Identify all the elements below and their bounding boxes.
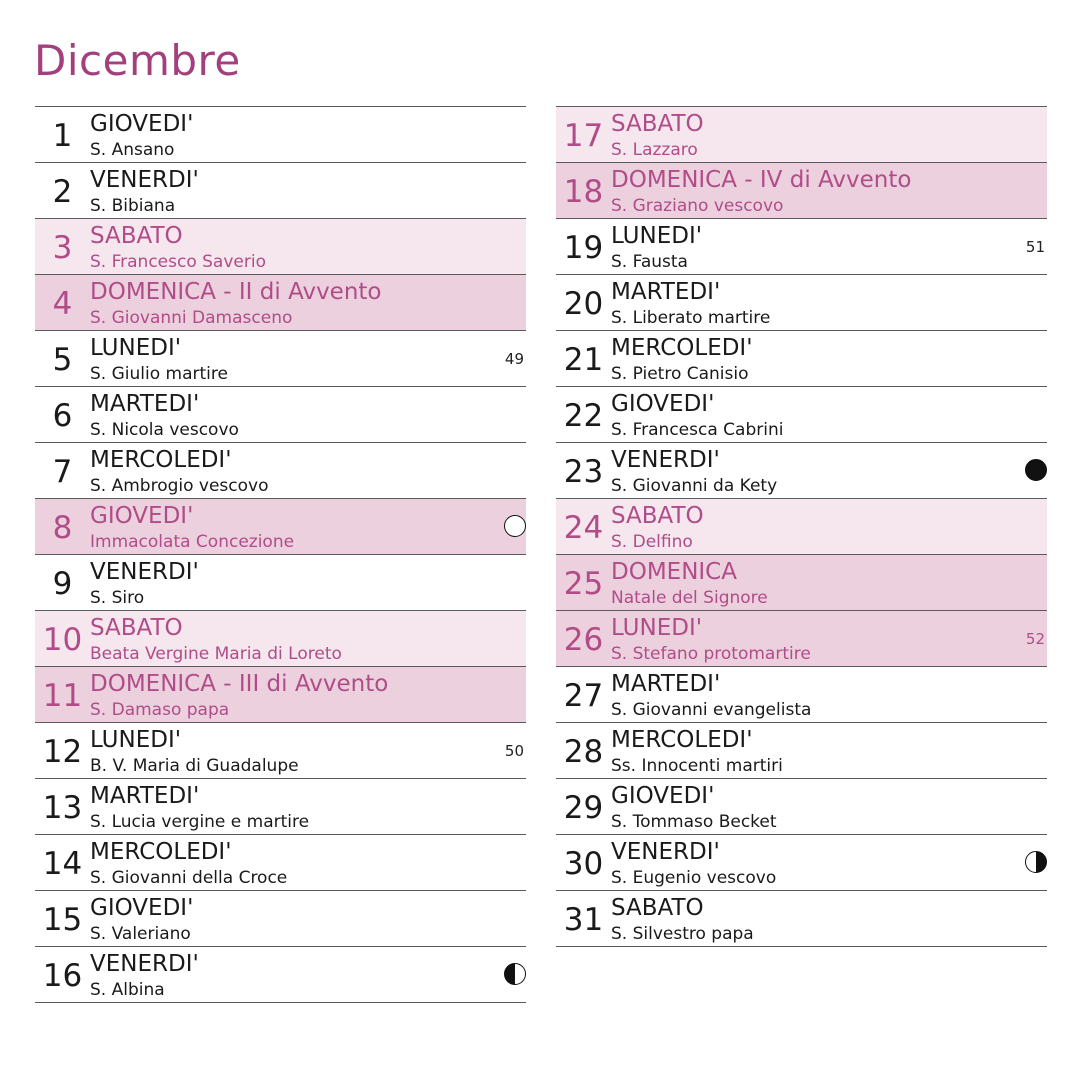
weekday-name: GIOVEDI' (611, 391, 715, 417)
saint-name: S. Ambrogio vescovo (90, 476, 269, 496)
saint-name: Immacolata Concezione (90, 532, 295, 552)
day-number: 4 (52, 286, 73, 322)
weekday-name: SABATO (611, 111, 704, 137)
saint-name: Ss. Innocenti martiri (611, 756, 783, 776)
day-number: 31 (563, 902, 604, 938)
day-row (556, 330, 1047, 386)
day-row (556, 834, 1047, 890)
day-number: 1 (52, 118, 73, 154)
day-number: 30 (563, 846, 604, 882)
week-number: 52 (1025, 630, 1045, 648)
day-number: 6 (52, 398, 73, 434)
day-number: 20 (563, 286, 604, 322)
day-row (35, 498, 526, 554)
day-number: 9 (52, 566, 73, 602)
weekday-name: LUNEDI' (611, 615, 703, 641)
weekday-name: SABATO (90, 615, 183, 641)
day-row (35, 330, 526, 386)
weekday-name: DOMENICA (611, 559, 737, 585)
first-quarter-moon-icon (1025, 851, 1047, 873)
day-number: 24 (563, 510, 604, 546)
day-row (35, 666, 526, 722)
day-number: 7 (52, 454, 73, 490)
day-row (35, 778, 526, 834)
new-moon-icon (1025, 459, 1047, 481)
day-number: 19 (563, 230, 604, 266)
day-number: 28 (563, 734, 604, 770)
weekday-name: VENERDI' (90, 167, 199, 193)
day-row (35, 218, 526, 274)
day-row (35, 386, 526, 442)
day-number: 18 (563, 174, 604, 210)
week-number: 49 (504, 350, 524, 368)
saint-name: S. Stefano protomartire (611, 644, 811, 664)
weekday-name: MARTEDI' (611, 279, 721, 305)
weekday-name: MERCOLEDI' (611, 335, 753, 361)
day-number: 22 (563, 398, 604, 434)
saint-name: S. Liberato martire (611, 308, 771, 328)
day-number: 5 (52, 342, 73, 378)
saint-name: B. V. Maria di Guadalupe (90, 756, 299, 776)
weekday-name: LUNEDI' (611, 223, 703, 249)
day-row (35, 722, 526, 778)
saint-name: S. Giovanni Damasceno (90, 308, 293, 328)
saint-name: S. Lucia vergine e martire (90, 812, 310, 832)
saint-name: S. Valeriano (90, 924, 191, 944)
day-row (35, 274, 526, 330)
day-number: 15 (42, 902, 83, 938)
weekday-name: MERCOLEDI' (90, 447, 232, 473)
day-row (556, 778, 1047, 834)
day-row (556, 106, 1047, 162)
saint-name: Natale del Signore (611, 588, 768, 608)
saint-name: S. Pietro Canisio (611, 364, 749, 384)
weekday-name: LUNEDI' (90, 727, 182, 753)
day-row (556, 890, 1047, 947)
day-number: 26 (563, 622, 604, 658)
weekday-name: MERCOLEDI' (90, 839, 232, 865)
day-row (35, 442, 526, 498)
day-number: 12 (42, 734, 83, 770)
day-number: 27 (563, 678, 604, 714)
day-number: 29 (563, 790, 604, 826)
saint-name: S. Giovanni evangelista (611, 700, 812, 720)
day-row (35, 610, 526, 666)
saint-name: Beata Vergine Maria di Loreto (90, 644, 342, 664)
calendar-column-left (35, 106, 526, 1003)
weekday-name: VENERDI' (90, 951, 199, 977)
weekday-name: VENERDI' (611, 839, 720, 865)
saint-name: S. Francesca Cabrini (611, 420, 784, 440)
day-row (556, 274, 1047, 330)
weekday-name: DOMENICA - IV di Avvento (611, 167, 912, 193)
weekday-name: MARTEDI' (611, 671, 721, 697)
day-row (35, 162, 526, 218)
weekday-name: DOMENICA - II di Avvento (90, 279, 382, 305)
saint-name: S. Giulio martire (90, 364, 228, 384)
weekday-name: MARTEDI' (90, 783, 200, 809)
saint-name: S. Graziano vescovo (611, 196, 784, 216)
saint-name: S. Tommaso Becket (611, 812, 777, 832)
day-row (556, 722, 1047, 778)
day-row (556, 498, 1047, 554)
day-number: 17 (563, 118, 604, 154)
weekday-name: MARTEDI' (90, 391, 200, 417)
page-title: Dicembre (34, 36, 241, 85)
saint-name: S. Nicola vescovo (90, 420, 239, 440)
calendar-column-right (556, 106, 1047, 947)
day-row (556, 386, 1047, 442)
full-moon-icon (504, 515, 526, 537)
day-row (35, 890, 526, 946)
weekday-name: GIOVEDI' (90, 503, 194, 529)
day-number: 11 (42, 678, 83, 714)
weekday-name: SABATO (611, 503, 704, 529)
day-number: 10 (42, 622, 83, 658)
day-row (35, 834, 526, 890)
weekday-name: LUNEDI' (90, 335, 182, 361)
day-row (556, 666, 1047, 722)
saint-name: S. Fausta (611, 252, 688, 272)
day-number: 3 (52, 230, 73, 266)
last-quarter-moon-icon (504, 963, 526, 985)
weekday-name: SABATO (611, 895, 704, 921)
saint-name: S. Delfino (611, 532, 693, 552)
day-row (35, 554, 526, 610)
weekday-name: GIOVEDI' (90, 111, 194, 137)
saint-name: S. Ansano (90, 140, 175, 160)
day-number: 21 (563, 342, 604, 378)
saint-name: S. Silvestro papa (611, 924, 754, 944)
weekday-name: VENERDI' (90, 559, 199, 585)
day-row (556, 442, 1047, 498)
day-row (556, 610, 1047, 666)
day-number: 13 (42, 790, 83, 826)
saint-name: S. Giovanni da Kety (611, 476, 778, 496)
saint-name: S. Albina (90, 980, 165, 1000)
day-number: 2 (52, 174, 73, 210)
day-row (556, 554, 1047, 610)
day-number: 14 (42, 846, 83, 882)
week-number: 50 (504, 742, 524, 760)
day-row (35, 946, 526, 1003)
saint-name: S. Giovanni della Croce (90, 868, 288, 888)
saint-name: S. Bibiana (90, 196, 176, 216)
weekday-name: DOMENICA - III di Avvento (90, 671, 389, 697)
day-number: 8 (52, 510, 73, 546)
saint-name: S. Eugenio vescovo (611, 868, 777, 888)
day-row (556, 162, 1047, 218)
day-row (35, 106, 526, 162)
weekday-name: SABATO (90, 223, 183, 249)
day-row (556, 218, 1047, 274)
saint-name: S. Francesco Saverio (90, 252, 266, 272)
weekday-name: GIOVEDI' (611, 783, 715, 809)
day-number: 23 (563, 454, 604, 490)
day-number: 16 (42, 958, 83, 994)
day-number: 25 (563, 566, 604, 602)
saint-name: S. Lazzaro (611, 140, 698, 160)
saint-name: S. Damaso papa (90, 700, 230, 720)
weekday-name: GIOVEDI' (90, 895, 194, 921)
week-number: 51 (1025, 238, 1045, 256)
weekday-name: VENERDI' (611, 447, 720, 473)
weekday-name: MERCOLEDI' (611, 727, 753, 753)
saint-name: S. Siro (90, 588, 145, 608)
